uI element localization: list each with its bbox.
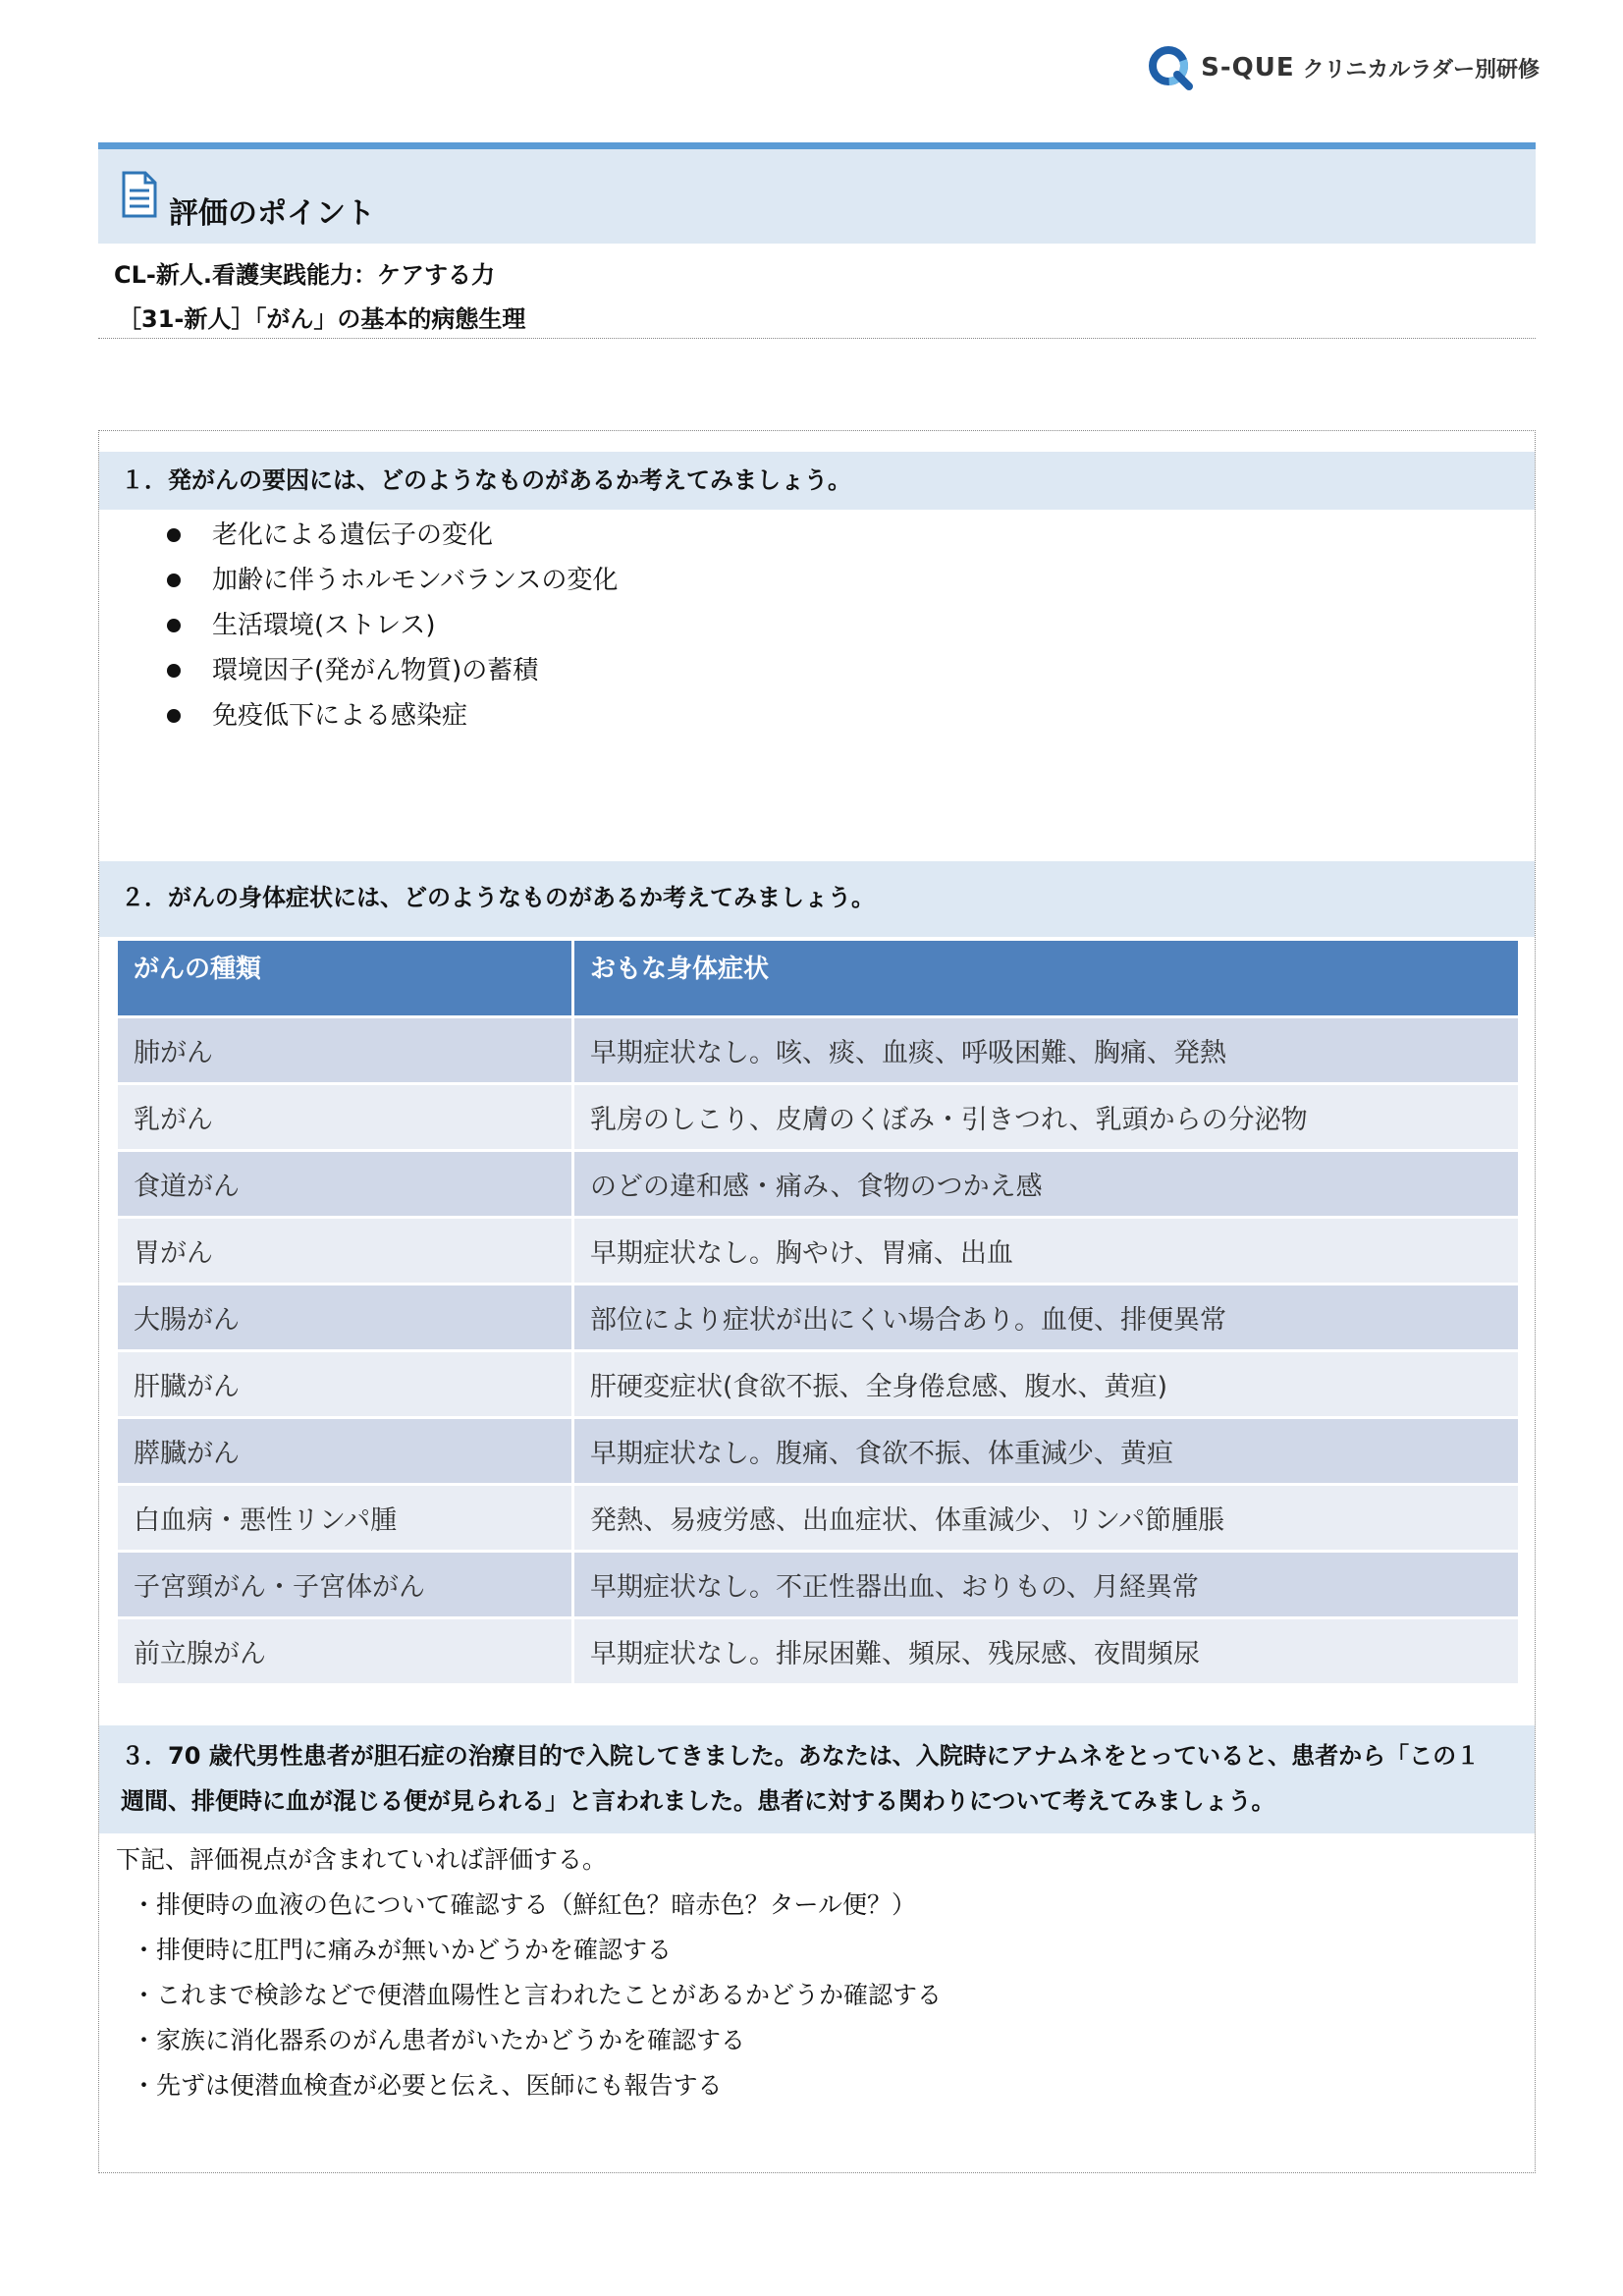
list-item: 老化による遺伝子の変化 [167, 513, 618, 558]
table-cell-symptoms: 発熱、易疲労感、出血症状、体重減少、リンパ節腫脹 [573, 1485, 1520, 1552]
question-3-intro: 下記、評価視点が含まれていれば評価する。 [116, 1845, 608, 1874]
table-cell-symptoms: 早期症状なし。腹痛、食欲不振、体重減少、黄疸 [573, 1418, 1520, 1485]
table-cell-type: 乳がん [118, 1084, 573, 1151]
list-item: 加齢に伴うホルモンバランスの変化 [167, 558, 618, 603]
list-item: ・これまで検診などで便潜血陽性と言われたことがあるかどうか確認する [132, 1981, 943, 2009]
table-row [118, 1485, 1520, 1552]
table-cell-type: 肝臓がん [118, 1351, 573, 1418]
table-header-cancer-type: がんの種類 [118, 941, 573, 1017]
list-item: 免疫低下による感染症 [167, 693, 618, 738]
table-row [118, 1552, 1520, 1618]
list-item: 生活環境(ストレス) [167, 603, 618, 648]
table-cell-type: 白血病・悪性リンパ腫 [118, 1485, 573, 1552]
table-row [118, 1017, 1520, 1084]
logo-q-icon [1148, 45, 1193, 90]
table-cell-symptoms: 部位により症状が出にくい場合あり。血便、排便異常 [573, 1285, 1520, 1351]
table-header-symptoms: おもな身体症状 [573, 941, 1520, 1017]
table-cell-type: 前立腺がん [118, 1618, 573, 1684]
section-header [98, 142, 1536, 244]
course-title: ［31-新人］「がん」の基本的病態生理 [118, 305, 526, 333]
question-1-band [99, 452, 1535, 510]
table-cell-symptoms: のどの違和感・痛み、食物のつかえ感 [573, 1151, 1520, 1218]
logo-subtitle: クリニカルラダー別研修 [1302, 57, 1540, 82]
question-2-text: ２．がんの身体症状には、どのようなものがあるか考えてみましょう。 [121, 884, 875, 911]
table-row [118, 1351, 1520, 1418]
list-item: ・排便時の血液の色について確認する（鮮紅色？暗赤色？タール便？） [132, 1890, 917, 1919]
table-row [118, 1151, 1520, 1218]
document-icon [120, 171, 159, 218]
question-3-text-line2: 週間、排便時に血が混じる便が見られる」と言われました。患者に対する関わりについて考えてみましょう。 [121, 1787, 1275, 1815]
question-1-text: １．発がんの要因には、どのようなものがあるか考えてみましょう。 [121, 466, 851, 494]
logo [1148, 45, 1540, 90]
table-header-row [118, 941, 1520, 1017]
question-3-answers [132, 1883, 942, 2108]
table-cell-symptoms: 早期症状なし。咳、痰、血痰、呼吸困難、胸痛、発熱 [573, 1017, 1520, 1084]
table-row [118, 1218, 1520, 1285]
table-cell-symptoms: 早期症状なし。排尿困難、頻尿、残尿感、夜間頻尿 [573, 1618, 1520, 1684]
table-cell-symptoms: 早期症状なし。不正性器出血、おりもの、月経異常 [573, 1552, 1520, 1618]
table-cell-symptoms: 肝硬変症状(食欲不振、全身倦怠感、腹水、黄疸) [573, 1351, 1520, 1418]
table-cell-type: 食道がん [118, 1151, 573, 1218]
list-item: 環境因子(発がん物質)の蓄積 [167, 648, 618, 693]
table-cell-type: 子宮頸がん・子宮体がん [118, 1552, 573, 1618]
table-row [118, 1618, 1520, 1684]
list-item: ・家族に消化器系のがん患者がいたかどうかを確認する [132, 2026, 746, 2054]
table-row [118, 1418, 1520, 1485]
divider [98, 338, 1536, 339]
question-3-text-line1: ３．70 歳代男性患者が胆石症の治療目的で入院してきました。あなたは、入院時にアナムネをとっていると、患者から「この１ [121, 1742, 1481, 1770]
course-category: CL-新人.看護実践能力：ケアする力 [114, 261, 495, 289]
table-cell-symptoms: 乳房のしこり、皮膚のくぼみ・引きつれ、乳頭からの分泌物 [573, 1084, 1520, 1151]
question-2-band [99, 861, 1535, 937]
table-row [118, 1285, 1520, 1351]
table-cell-type: 胃がん [118, 1218, 573, 1285]
table-cell-type: 大腸がん [118, 1285, 573, 1351]
list-item: ・先ずは便潜血検査が必要と伝え、医師にも報告する [132, 2071, 723, 2100]
list-item: ・排便時に肛門に痛みが無いかどうかを確認する [132, 1936, 673, 1964]
page-title: 評価のポイント [169, 196, 375, 231]
table-cell-symptoms: 早期症状なし。胸やけ、胃痛、出血 [573, 1218, 1520, 1285]
question-1-answers [167, 513, 618, 738]
symptoms-table [118, 941, 1521, 1683]
logo-brand: S-QUE [1201, 53, 1295, 82]
table-cell-type: 肺がん [118, 1017, 573, 1084]
table-row [118, 1084, 1520, 1151]
question-3-band [99, 1725, 1535, 1833]
table-cell-type: 膵臓がん [118, 1418, 573, 1485]
